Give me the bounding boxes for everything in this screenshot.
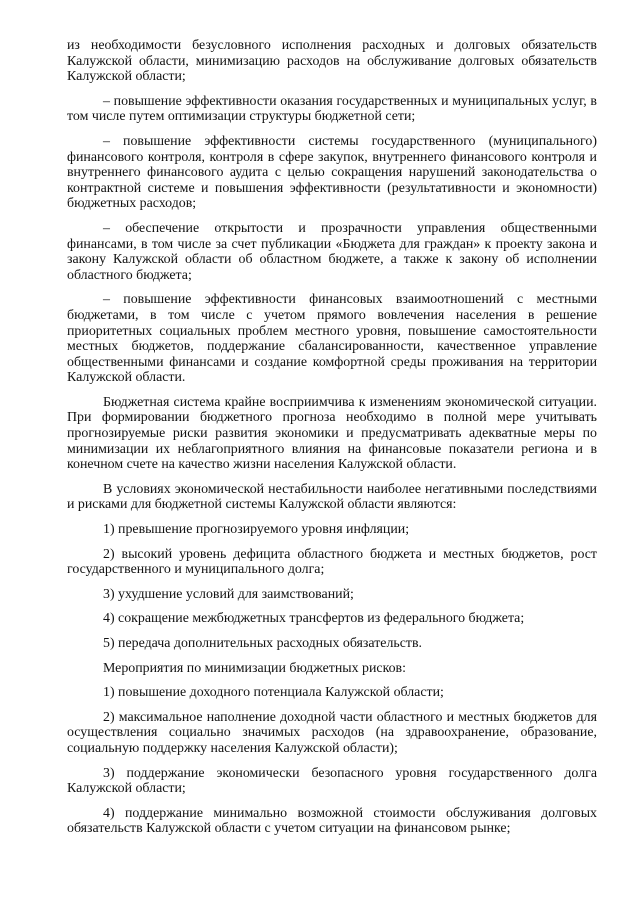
paragraph-bullet-control: – повышение эффективности системы государственного (муниципального) финансового контроля, контроля в сфере закупок, внутреннего финансового контроля и внутреннего финансового аудита с целью сокращения нарушений законодательства о контрактной системе и повышения эффективности (результативности и экономности) бюджетных расходов; xyxy=(67,133,597,212)
paragraph-measures-intro: Мероприятия по минимизации бюджетных рисков: xyxy=(103,660,406,676)
list-item-measure-1: 1) повышение доходного потенциала Калужской области; xyxy=(103,685,444,701)
list-item-risk-5: 5) передача дополнительных расходных обязательств. xyxy=(103,636,422,651)
list-item-risk-3: 3) ухудшение условий для заимствований; xyxy=(103,586,354,602)
list-item-measure-3: 3) поддержание экономически безопасного уровня государственного долга Калужской области; xyxy=(67,765,597,797)
paragraph-bullet-openness: – обеспечение открытости и прозрачности управления общественными финансами, в том числе за счет публикации «Бюджета для граждан» к проекту закона и закону Калужской области об областном бюджете, а также к закону об исполнении областного бюджета; xyxy=(67,220,597,283)
list-item-measure-2: 2) максимальное наполнение доходной части областного и местных бюджетов для осуществления социально значимых расходов (на здравоохранение, образование, социальную поддержку населения Калужской области); xyxy=(67,709,597,756)
list-item-risk-2: 2) высокий уровень дефицита областного бюджета и местных бюджетов, рост государственного и муниципального долга; xyxy=(67,546,597,578)
paragraph-bullet-local-budgets: – повышение эффективности финансовых взаимоотношений с местными бюджетами, в том числе с учетом прямого вовлечения населения в решение приоритетных социальных проблем местного уровня, повышение самостоятельности местных бюджетов, поддержание сбалансированности, качественное управление общественными финансами и создание комфортной среды проживания на территории Калужской области. xyxy=(67,292,597,386)
list-item-measure-4: 4) поддержание минимально возможной стоимости обслуживания долговых обязательств Калужской области с учетом ситуации на финансовом рынке; xyxy=(67,805,597,837)
paragraph-continuation: из необходимости безусловного исполнения расходных и долговых обязательств Калужской области, минимизацию расходов на обслуживание долговых обязательств Калужской области; xyxy=(67,38,597,85)
list-item-risk-1: 1) превышение прогнозируемого уровня инфляции; xyxy=(103,522,410,538)
paragraph-budget-system: Бюджетная система крайне восприимчива к изменениям экономической ситуации. При формировании бюджетного прогноза необходимо в полной мере учитывать прогнозируемые риски развития экономики и предусматривать адекватные меры по минимизации их неблагоприятного влияния на финансовые показатели региона и в конечном счете на качество жизни населения Калужской области. xyxy=(67,394,597,473)
paragraph-bullet-services: – повышение эффективности оказания государственных и муниципальных услуг, в том числе путем оптимизации структуры бюджетной сети; xyxy=(67,93,597,125)
paragraph-risks-intro: В условиях экономической нестабильности наиболее негативными последствиями и рисками для бюджетной системы Калужской области являются: xyxy=(67,481,597,513)
document-page xyxy=(67,38,597,846)
list-item-risk-4: 4) сокращение межбюджетных трансфертов из федерального бюджета; xyxy=(103,611,525,627)
